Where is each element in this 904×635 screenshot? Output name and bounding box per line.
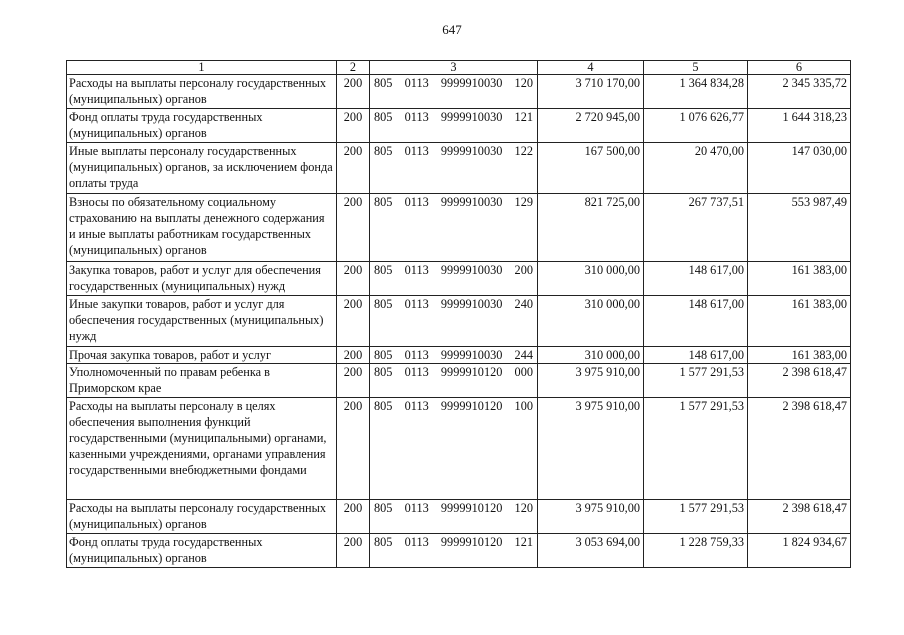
code-expense-type: 121 [514,535,533,549]
col2-cell: 200 [337,347,370,364]
amount-col5-cell: 1 228 759,33 [644,534,748,568]
code-cell [370,500,538,534]
col2-cell: 200 [337,364,370,398]
code-article: 9999910030 [440,348,503,362]
row-name-cell: Иные выплаты персоналу государственных (муниципальных) органов, за исключением фонда оплаты труда [67,143,337,194]
table-row [67,143,851,194]
amount-col4-cell: 3 710 170,00 [538,75,644,109]
row-name-cell: Закупка товаров, работ и услуг для обеспечения государственных (муниципальных) нужд [67,262,337,296]
code-section: 0113 [404,399,429,413]
code-section: 0113 [404,144,429,158]
code-ministry: 805 [374,365,393,379]
code-cell [370,534,538,568]
budget-code [372,364,535,380]
amount-col5-cell: 267 737,51 [644,194,748,262]
code-ministry: 805 [374,399,393,413]
code-expense-type: 000 [514,365,533,379]
budget-code [372,262,535,278]
col2-cell: 200 [337,194,370,262]
code-article: 9999910120 [440,365,503,379]
table-row [67,194,851,262]
amount-col5-cell: 1 364 834,28 [644,75,748,109]
column-header: 3 [370,61,538,75]
amount-col4-cell: 310 000,00 [538,296,644,347]
code-ministry: 805 [374,76,393,90]
row-name-cell: Иные закупки товаров, работ и услуг для обеспечения государственных (муниципальных) нужд [67,296,337,347]
code-cell [370,364,538,398]
amount-col5-cell: 148 617,00 [644,296,748,347]
code-section: 0113 [404,297,429,311]
amount-col5-cell: 1 577 291,53 [644,398,748,500]
code-cell [370,262,538,296]
table-row [67,398,851,500]
code-section: 0113 [404,535,429,549]
amount-col5-cell: 1 577 291,53 [644,364,748,398]
code-cell [370,296,538,347]
code-cell [370,143,538,194]
amount-col6-cell: 147 030,00 [748,143,851,194]
code-expense-type: 200 [514,263,533,277]
row-name-cell: Фонд оплаты труда государственных (муниципальных) органов [67,109,337,143]
row-name-cell: Расходы на выплаты персоналу государственных (муниципальных) органов [67,500,337,534]
code-article: 9999910120 [440,535,503,549]
amount-col5-cell: 148 617,00 [644,262,748,296]
col2-cell: 200 [337,296,370,347]
amount-col6-cell: 2 398 618,47 [748,364,851,398]
row-name-cell: Взносы по обязательному социальному страхованию на выплаты денежного содержания и иные выплаты работникам государственных (муниципальных) органов [67,194,337,262]
amount-col4-cell: 821 725,00 [538,194,644,262]
amount-col4-cell: 310 000,00 [538,347,644,364]
budget-code [372,398,535,414]
amount-col6-cell: 161 383,00 [748,262,851,296]
amount-col4-cell: 167 500,00 [538,143,644,194]
code-expense-type: 100 [514,399,533,413]
code-cell [370,75,538,109]
column-header: 6 [748,61,851,75]
col2-cell: 200 [337,534,370,568]
column-header: 4 [538,61,644,75]
amount-col5-cell: 1 577 291,53 [644,500,748,534]
code-section: 0113 [404,501,429,515]
code-ministry: 805 [374,195,393,209]
code-ministry: 805 [374,535,393,549]
amount-col6-cell: 2 398 618,47 [748,500,851,534]
budget-code [372,296,535,312]
table-row [67,534,851,568]
header-row [67,61,851,75]
code-section: 0113 [404,348,429,362]
budget-code [372,75,535,91]
code-article: 9999910120 [440,399,503,413]
code-article: 9999910030 [440,76,503,90]
budget-code [372,347,535,363]
code-article: 9999910030 [440,110,503,124]
code-ministry: 805 [374,144,393,158]
code-ministry: 805 [374,263,393,277]
amount-col6-cell: 553 987,49 [748,194,851,262]
code-expense-type: 129 [514,195,533,209]
budget-code [372,143,535,159]
table-row [67,262,851,296]
amount-col4-cell: 3 975 910,00 [538,364,644,398]
code-section: 0113 [404,110,429,124]
code-section: 0113 [404,263,429,277]
code-cell [370,109,538,143]
code-ministry: 805 [374,501,393,515]
code-article: 9999910030 [440,195,503,209]
code-article: 9999910030 [440,297,503,311]
column-header: 5 [644,61,748,75]
amount-col5-cell: 20 470,00 [644,143,748,194]
amount-col6-cell: 2 398 618,47 [748,398,851,500]
code-article: 9999910030 [440,263,503,277]
budget-code [372,109,535,125]
amount-col4-cell: 3 975 910,00 [538,398,644,500]
budget-code [372,194,535,210]
code-expense-type: 122 [514,144,533,158]
amount-col4-cell: 2 720 945,00 [538,109,644,143]
col2-cell: 200 [337,500,370,534]
amount-col5-cell: 148 617,00 [644,347,748,364]
amount-col6-cell: 2 345 335,72 [748,75,851,109]
table-row [67,347,851,364]
amount-col6-cell: 1 824 934,67 [748,534,851,568]
amount-col5-cell: 1 076 626,77 [644,109,748,143]
row-name-cell: Прочая закупка товаров, работ и услуг [67,347,337,364]
amount-col4-cell: 3 053 694,00 [538,534,644,568]
code-ministry: 805 [374,348,393,362]
budget-code [372,500,535,516]
table-row [67,500,851,534]
code-cell [370,398,538,500]
page-number: 647 [442,22,462,37]
col2-cell: 200 [337,398,370,500]
code-section: 0113 [404,76,429,90]
row-name-cell: Фонд оплаты труда государственных (муниципальных) органов [67,534,337,568]
amount-col6-cell: 1 644 318,23 [748,109,851,143]
table-row [67,296,851,347]
col2-cell: 200 [337,143,370,194]
code-section: 0113 [404,195,429,209]
budget-table [66,60,851,568]
code-article: 9999910030 [440,144,503,158]
table-row [67,364,851,398]
code-expense-type: 120 [514,76,533,90]
row-name-cell: Расходы на выплаты персоналу в целях обеспечения выполнения функций государственными (муниципальными) органами, казенными учреждениями, органами управления государственными внебюджетными фондами [67,398,337,500]
col2-cell: 200 [337,75,370,109]
amount-col4-cell: 3 975 910,00 [538,500,644,534]
code-expense-type: 120 [514,501,533,515]
col2-cell: 200 [337,109,370,143]
amount-col6-cell: 161 383,00 [748,296,851,347]
column-header: 2 [337,61,370,75]
code-ministry: 805 [374,297,393,311]
row-name-cell: Расходы на выплаты персоналу государственных (муниципальных) органов [67,75,337,109]
code-ministry: 805 [374,110,393,124]
code-cell [370,347,538,364]
code-cell [370,194,538,262]
column-header: 1 [67,61,337,75]
table-row [67,75,851,109]
amount-col4-cell: 310 000,00 [538,262,644,296]
code-expense-type: 121 [514,110,533,124]
budget-code [372,534,535,550]
code-section: 0113 [404,365,429,379]
code-expense-type: 240 [514,297,533,311]
table-row [67,109,851,143]
row-name-cell: Уполномоченный по правам ребенка в Приморском крае [67,364,337,398]
code-expense-type: 244 [514,348,533,362]
amount-col6-cell: 161 383,00 [748,347,851,364]
code-article: 9999910120 [440,501,503,515]
col2-cell: 200 [337,262,370,296]
